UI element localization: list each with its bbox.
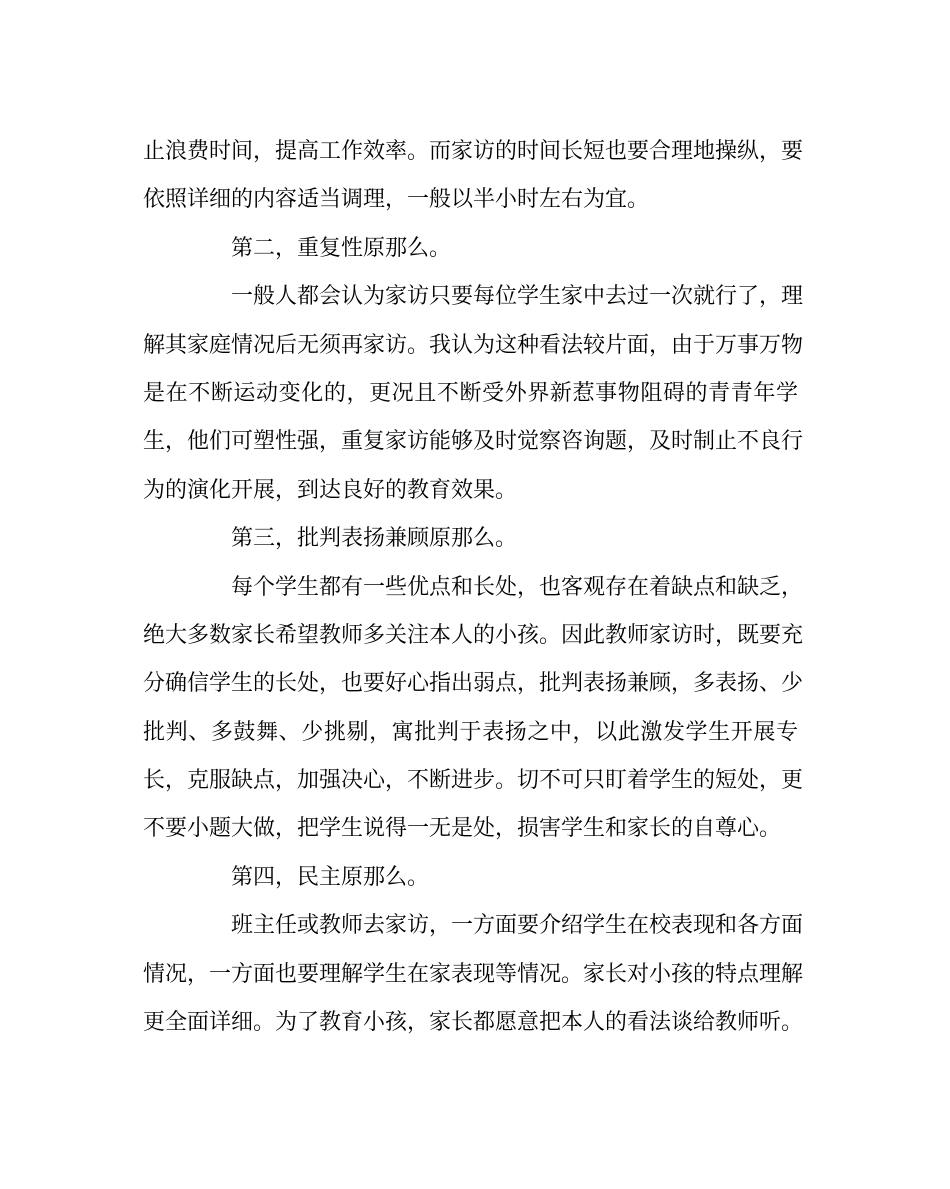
text-line: 依照详细的内容适当调理，一般以半小时左右为宜。 <box>143 187 650 213</box>
text-line: 情况，一方面也要理解学生在家表现等情况。家长对小孩的特点理解 <box>143 961 804 987</box>
document-body <box>143 128 803 1047</box>
section-heading: 第二，重复性原那么。 <box>231 235 452 261</box>
text-line: 一般人都会认为家访只要每位学生家中去过一次就行了，理 <box>231 284 804 310</box>
text-line: 更全面详细。为了教育小孩，家长都愿意把本人的看法谈给教师听。 <box>143 1010 804 1036</box>
text-line: 分确信学生的长处，也要好心指出弱点，批判表扬兼顾，多表扬、少 <box>143 671 804 697</box>
text-line: 每个学生都有一些优点和长处，也客观存在着缺点和缺乏， <box>231 574 804 600</box>
text-line: 批判、多鼓舞、少挑剔，寓批判于表扬之中，以此激发学生开展专 <box>143 719 798 745</box>
text-line: 止浪费时间，提高工作效率。而家访的时间长短也要合理地操纵，要 <box>143 139 804 164</box>
text-line: 不要小题大做，把学生说得一无是处，损害学生和家长的自尊心。 <box>143 816 782 842</box>
text-line: 绝大多数家长希望教师多关注本人的小孩。因此教师家访时，既要充 <box>143 622 804 648</box>
section-heading: 第四，民主原那么。 <box>231 864 430 890</box>
section-heading: 第三，批判表扬兼顾原那么。 <box>231 526 518 552</box>
text-line: 解其家庭情况后无须再家访。我认为这种看法较片面，由于万事万物 <box>143 332 804 358</box>
text-line: 是在不断运动变化的，更况且不断受外界新惹事物阻碍的青青年学 <box>143 380 798 406</box>
text-line: 长，克服缺点，加强决心，不断进步。切不可只盯着学生的短处，更 <box>143 768 804 794</box>
text-line: 生，他们可塑性强，重复家访能够及时觉察咨询题，及时制止不良行 <box>143 429 804 455</box>
text-line: 为的演化开展，到达良好的教育效果。 <box>143 477 518 503</box>
text-line: 班主任或教师去家访，一方面要介绍学生在校表现和各方面 <box>231 913 804 939</box>
